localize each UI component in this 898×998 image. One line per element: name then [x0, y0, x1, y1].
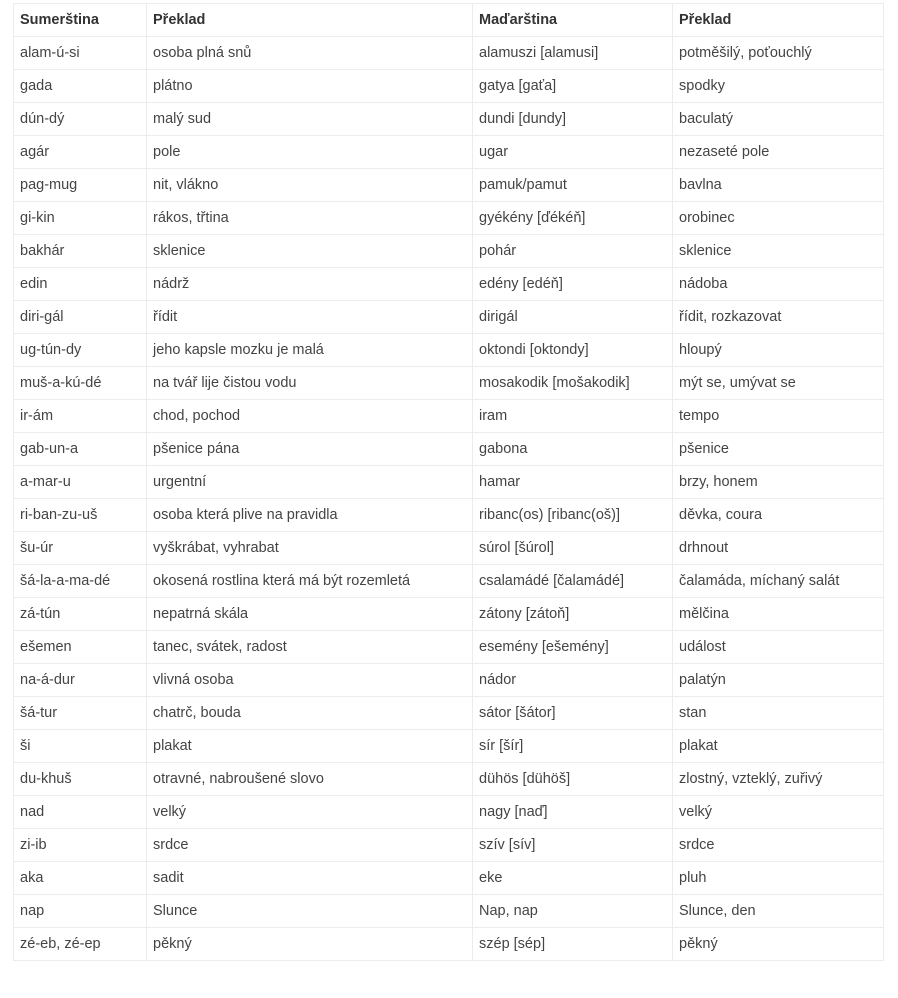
cell-translation-1: jeho kapsle mozku je malá	[147, 334, 473, 367]
cell-hungarian: oktondi [oktondy]	[473, 334, 673, 367]
vocabulary-table	[13, 3, 884, 961]
cell-translation-1: plakat	[147, 730, 473, 763]
cell-translation-1: vlivná osoba	[147, 664, 473, 697]
cell-hungarian: ribanc(os) [ribanc(oš)]	[473, 499, 673, 532]
cell-hungarian: dirigál	[473, 301, 673, 334]
cell-translation-2: baculatý	[673, 103, 884, 136]
cell-translation-1: nepatrná skála	[147, 598, 473, 631]
cell-translation-1: osoba která plive na pravidla	[147, 499, 473, 532]
cell-translation-2: srdce	[673, 829, 884, 862]
table-row	[14, 202, 884, 235]
cell-translation-2: čalamáda, míchaný salát	[673, 565, 884, 598]
table-row	[14, 169, 884, 202]
cell-translation-2: drhnout	[673, 532, 884, 565]
cell-sumerian: agár	[14, 136, 147, 169]
table-row	[14, 37, 884, 70]
cell-sumerian: diri-gál	[14, 301, 147, 334]
cell-hungarian: pamuk/pamut	[473, 169, 673, 202]
cell-hungarian: gyékény [ďékéň]	[473, 202, 673, 235]
cell-sumerian: aka	[14, 862, 147, 895]
cell-hungarian: dundi [dundy]	[473, 103, 673, 136]
cell-hungarian: sátor [šátor]	[473, 697, 673, 730]
cell-sumerian: gi-kin	[14, 202, 147, 235]
cell-translation-2: hloupý	[673, 334, 884, 367]
header-row	[14, 4, 884, 37]
cell-translation-1: chod, pochod	[147, 400, 473, 433]
cell-hungarian: eke	[473, 862, 673, 895]
header-translation-2: Překlad	[673, 4, 884, 37]
cell-translation-1: řídit	[147, 301, 473, 334]
cell-hungarian: szép [sép]	[473, 928, 673, 961]
header-sumerian: Sumerština	[14, 4, 147, 37]
cell-translation-2: stan	[673, 697, 884, 730]
cell-hungarian: hamar	[473, 466, 673, 499]
cell-translation-1: malý sud	[147, 103, 473, 136]
cell-sumerian: ešemen	[14, 631, 147, 664]
cell-translation-1: sklenice	[147, 235, 473, 268]
cell-hungarian: súrol [šúrol]	[473, 532, 673, 565]
table-row	[14, 301, 884, 334]
table-row	[14, 928, 884, 961]
cell-sumerian: zá-tún	[14, 598, 147, 631]
vocabulary-table-container	[13, 3, 883, 961]
cell-hungarian: edény [edéň]	[473, 268, 673, 301]
cell-sumerian: gab-un-a	[14, 433, 147, 466]
cell-hungarian: sír [šír]	[473, 730, 673, 763]
table-row	[14, 334, 884, 367]
cell-translation-2: spodky	[673, 70, 884, 103]
cell-hungarian: nádor	[473, 664, 673, 697]
cell-translation-1: otravné, nabroušené slovo	[147, 763, 473, 796]
table-row	[14, 730, 884, 763]
cell-hungarian: csalamádé [čalamádé]	[473, 565, 673, 598]
table-row	[14, 499, 884, 532]
cell-hungarian: dühös [dühöš]	[473, 763, 673, 796]
cell-sumerian: šá-tur	[14, 697, 147, 730]
cell-translation-2: nezaseté pole	[673, 136, 884, 169]
cell-sumerian: muš-a-kú-dé	[14, 367, 147, 400]
header-hungarian: Maďarština	[473, 4, 673, 37]
cell-translation-1: chatrč, bouda	[147, 697, 473, 730]
cell-sumerian: nad	[14, 796, 147, 829]
cell-translation-1: urgentní	[147, 466, 473, 499]
cell-translation-2: palatýn	[673, 664, 884, 697]
table-row	[14, 763, 884, 796]
table-row	[14, 829, 884, 862]
table-row	[14, 367, 884, 400]
table-body	[14, 37, 884, 961]
cell-sumerian: ug-tún-dy	[14, 334, 147, 367]
table-row	[14, 400, 884, 433]
cell-translation-2: Slunce, den	[673, 895, 884, 928]
table-row	[14, 862, 884, 895]
table-row	[14, 136, 884, 169]
cell-translation-1: pole	[147, 136, 473, 169]
cell-translation-1: pěkný	[147, 928, 473, 961]
cell-translation-2: brzy, honem	[673, 466, 884, 499]
table-row	[14, 664, 884, 697]
cell-hungarian: mosakodik [mošakodik]	[473, 367, 673, 400]
cell-translation-2: nádoba	[673, 268, 884, 301]
cell-sumerian: zé-eb, zé-ep	[14, 928, 147, 961]
cell-sumerian: ir-ám	[14, 400, 147, 433]
table-row	[14, 697, 884, 730]
cell-translation-1: okosená rostlina která má být rozemletá	[147, 565, 473, 598]
cell-translation-1: pšenice pána	[147, 433, 473, 466]
table-row	[14, 268, 884, 301]
table-row	[14, 565, 884, 598]
cell-hungarian: alamuszi [alamusi]	[473, 37, 673, 70]
cell-hungarian: pohár	[473, 235, 673, 268]
cell-translation-2: pěkný	[673, 928, 884, 961]
cell-sumerian: ši	[14, 730, 147, 763]
cell-translation-2: velký	[673, 796, 884, 829]
cell-translation-2: orobinec	[673, 202, 884, 235]
table-header	[14, 4, 884, 37]
cell-translation-1: velký	[147, 796, 473, 829]
cell-sumerian: šu-úr	[14, 532, 147, 565]
cell-sumerian: alam-ú-si	[14, 37, 147, 70]
cell-translation-1: rákos, třtina	[147, 202, 473, 235]
cell-sumerian: dún-dý	[14, 103, 147, 136]
cell-hungarian: iram	[473, 400, 673, 433]
cell-sumerian: gada	[14, 70, 147, 103]
table-row	[14, 598, 884, 631]
cell-translation-2: pluh	[673, 862, 884, 895]
cell-translation-2: řídit, rozkazovat	[673, 301, 884, 334]
cell-sumerian: zi-ib	[14, 829, 147, 862]
header-translation-1: Překlad	[147, 4, 473, 37]
cell-translation-2: sklenice	[673, 235, 884, 268]
table-row	[14, 466, 884, 499]
cell-translation-1: nit, vlákno	[147, 169, 473, 202]
cell-hungarian: gatya [gaťa]	[473, 70, 673, 103]
cell-sumerian: a-mar-u	[14, 466, 147, 499]
table-row	[14, 235, 884, 268]
cell-translation-1: vyškrábat, vyhrabat	[147, 532, 473, 565]
cell-translation-2: potměšilý, poťouchlý	[673, 37, 884, 70]
table-row	[14, 796, 884, 829]
cell-hungarian: esemény [ešemény]	[473, 631, 673, 664]
cell-translation-1: Slunce	[147, 895, 473, 928]
cell-sumerian: na-á-dur	[14, 664, 147, 697]
cell-translation-2: mýt se, umývat se	[673, 367, 884, 400]
cell-translation-2: plakat	[673, 730, 884, 763]
cell-translation-2: bavlna	[673, 169, 884, 202]
cell-translation-2: pšenice	[673, 433, 884, 466]
cell-translation-1: sadit	[147, 862, 473, 895]
cell-translation-1: srdce	[147, 829, 473, 862]
cell-hungarian: szív [sív]	[473, 829, 673, 862]
cell-hungarian: zátony [zátoň]	[473, 598, 673, 631]
cell-translation-2: mělčina	[673, 598, 884, 631]
cell-sumerian: ri-ban-zu-uš	[14, 499, 147, 532]
cell-sumerian: bakhár	[14, 235, 147, 268]
table-row	[14, 532, 884, 565]
cell-translation-1: tanec, svátek, radost	[147, 631, 473, 664]
cell-translation-2: tempo	[673, 400, 884, 433]
cell-sumerian: pag-mug	[14, 169, 147, 202]
cell-hungarian: gabona	[473, 433, 673, 466]
cell-hungarian: Nap, nap	[473, 895, 673, 928]
table-row	[14, 103, 884, 136]
cell-sumerian: du-khuš	[14, 763, 147, 796]
table-row	[14, 631, 884, 664]
cell-translation-1: plátno	[147, 70, 473, 103]
table-row	[14, 70, 884, 103]
table-row	[14, 433, 884, 466]
cell-translation-1: nádrž	[147, 268, 473, 301]
cell-sumerian: edin	[14, 268, 147, 301]
table-row	[14, 895, 884, 928]
cell-sumerian: šá-la-a-ma-dé	[14, 565, 147, 598]
cell-translation-1: na tvář lije čistou vodu	[147, 367, 473, 400]
cell-translation-1: osoba plná snů	[147, 37, 473, 70]
cell-sumerian: nap	[14, 895, 147, 928]
cell-translation-2: událost	[673, 631, 884, 664]
cell-translation-2: děvka, coura	[673, 499, 884, 532]
cell-hungarian: ugar	[473, 136, 673, 169]
cell-translation-2: zlostný, vzteklý, zuřivý	[673, 763, 884, 796]
cell-hungarian: nagy [naď]	[473, 796, 673, 829]
